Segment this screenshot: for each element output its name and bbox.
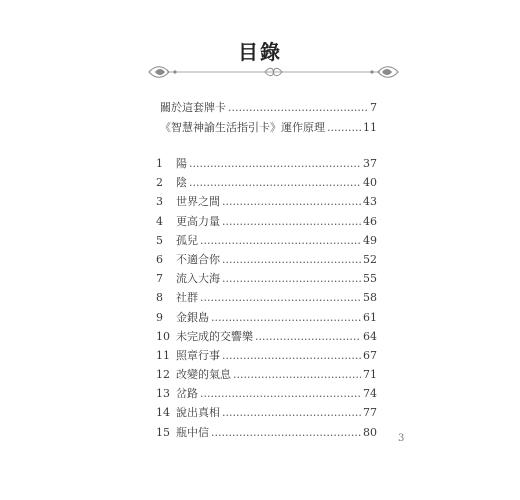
dot-leader [222,269,361,288]
dot-leader [222,192,361,211]
chapter-number: 9 [156,310,163,324]
chapter-page: 58 [363,291,377,305]
chapter-number: 15 [156,425,170,439]
chapter-page: 74 [363,387,377,401]
chapter-page: 64 [363,329,377,343]
chapter-page: 80 [363,425,377,439]
decorative-divider-icon [145,64,402,80]
dot-leader [222,250,361,269]
chapter-page: 61 [363,310,377,324]
dot-leader [255,327,361,346]
page-number: 3 [398,433,405,444]
chapter-page: 67 [363,348,377,362]
chapter-title: 未完成的交響樂 [176,329,253,343]
intro-list [160,98,377,138]
chapter-entry[interactable] [156,173,377,192]
chapter-entry[interactable] [156,192,377,211]
chapter-number: 3 [156,195,163,209]
chapter-entry[interactable] [156,384,377,403]
chapter-title: 陰 [176,176,187,190]
chapter-number: 10 [156,329,170,343]
chapter-list [156,154,377,442]
toc-entry-title: 關於這套牌卡 [160,101,226,114]
toc-entry-title: 《智慧神諭生活指引卡》運作原理 [160,121,325,134]
chapter-title: 孤兒 [176,233,198,247]
chapter-title: 世界之間 [176,195,220,209]
chapter-number: 7 [156,272,163,286]
chapter-title: 不適合你 [176,252,220,266]
chapter-entry[interactable] [156,423,377,442]
chapter-entry[interactable] [156,308,377,327]
chapter-page: 49 [363,233,377,247]
chapter-entry[interactable] [156,212,377,231]
chapter-page: 43 [363,195,377,209]
dot-leader [211,423,361,442]
chapter-title: 瓶中信 [176,425,209,439]
dot-leader [200,384,361,403]
chapter-title: 金銀島 [176,310,209,324]
chapter-number: 5 [156,233,163,247]
dot-leader [222,346,361,365]
dot-leader [189,173,361,192]
dot-leader [200,288,361,307]
chapter-page: 71 [363,368,377,382]
chapter-entry[interactable] [156,288,377,307]
chapter-number: 4 [156,214,163,228]
chapter-entry[interactable] [156,250,377,269]
chapter-page: 40 [363,176,377,190]
toc-entry-principle[interactable] [160,118,377,138]
toc-entry-page: 7 [370,101,377,114]
chapter-page: 55 [363,272,377,286]
chapter-title: 陽 [176,157,187,170]
chapter-number: 12 [156,368,170,382]
dot-leader [327,118,361,138]
chapter-entry[interactable] [156,365,377,384]
chapter-page: 77 [363,406,377,420]
chapter-title: 更高力量 [176,214,220,228]
dot-leader [222,212,361,231]
dot-leader [233,365,361,384]
chapter-title: 流入大海 [176,272,220,286]
chapter-number: 2 [156,176,163,190]
dot-leader [189,154,361,173]
chapter-entry[interactable] [156,327,377,346]
chapter-title: 照章行事 [176,348,220,362]
chapter-number: 11 [156,348,170,362]
chapter-number: 13 [156,387,170,401]
chapter-number: 8 [156,291,163,305]
chapter-number: 1 [156,157,163,170]
chapter-entry[interactable] [156,154,377,173]
chapter-title: 說出真相 [176,406,220,420]
chapter-entry[interactable] [156,231,377,250]
page-title: 目錄 [238,40,282,64]
toc-entry-page: 11 [363,121,377,134]
chapter-title: 岔路 [176,387,198,401]
chapter-title: 社群 [176,291,198,305]
dot-leader [200,231,361,250]
chapter-entry[interactable] [156,269,377,288]
chapter-page: 52 [363,252,377,266]
chapter-entry[interactable] [156,403,377,422]
dot-leader [211,308,361,327]
chapter-title: 改變的氣息 [176,368,231,382]
toc-entry-about[interactable] [160,98,377,118]
chapter-number: 14 [156,406,170,420]
dot-leader [222,403,361,422]
chapter-page: 46 [363,214,377,228]
chapter-page: 37 [363,157,377,170]
dot-leader [228,98,368,118]
chapter-number: 6 [156,252,163,266]
chapter-entry[interactable] [156,346,377,365]
